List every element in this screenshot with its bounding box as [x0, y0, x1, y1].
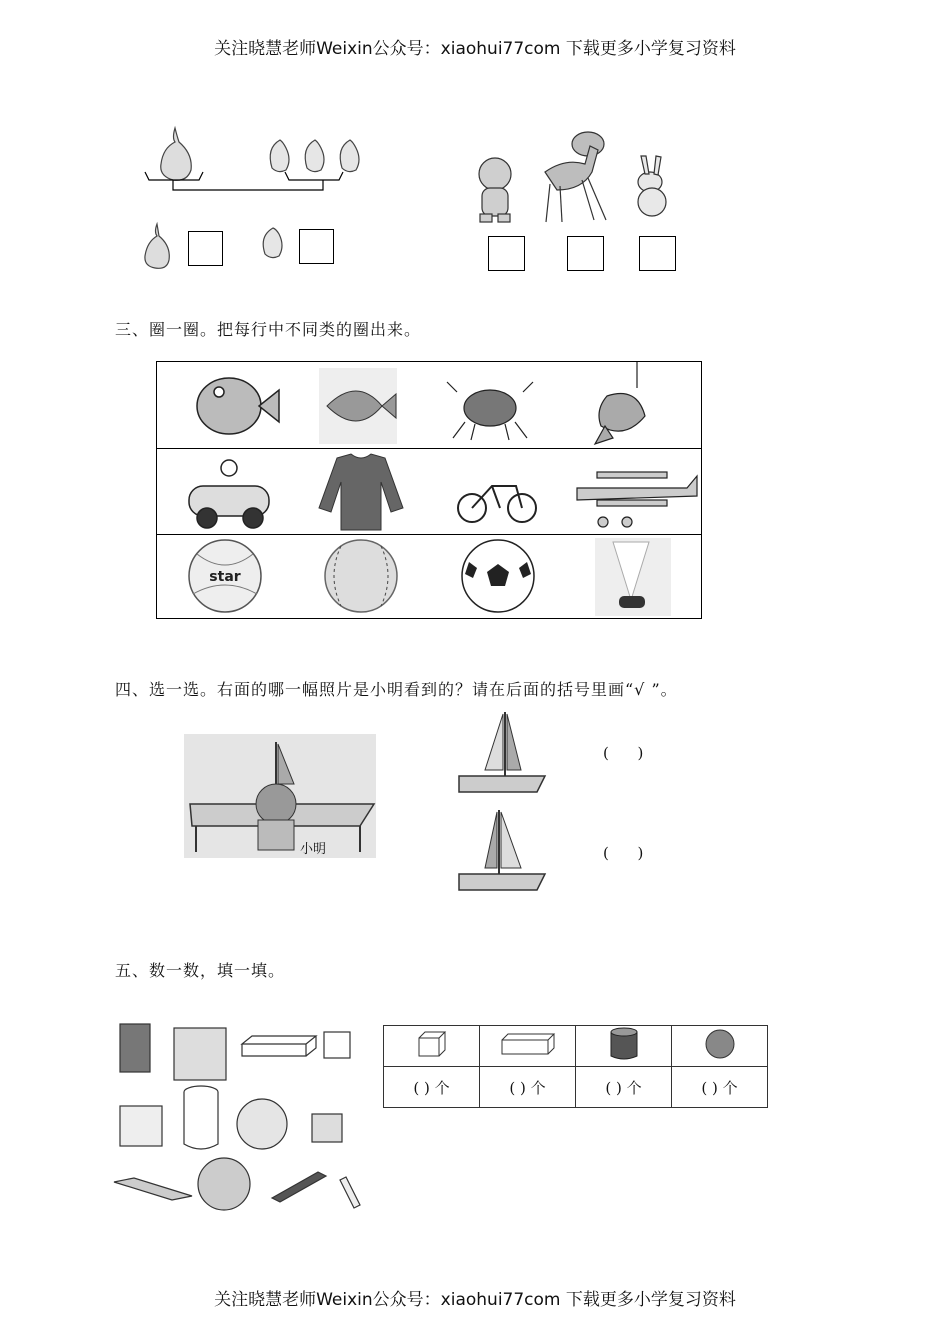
cartoon-fish-icon[interactable]: [595, 362, 645, 444]
fruit-grouping-figure: [135, 120, 385, 280]
bear-icon: [479, 158, 511, 222]
cuboid-flat-icon: [242, 1036, 316, 1056]
classification-grid: [156, 361, 702, 619]
solid-shapes-figure: [112, 1018, 372, 1223]
cube-count-cell[interactable]: ( ) 个: [384, 1067, 480, 1108]
cuboid-count-cell[interactable]: ( ) 个: [480, 1067, 576, 1108]
section-5-title: 五、数一数，填一填。: [115, 961, 286, 980]
cylinder-header-cell: [576, 1026, 672, 1067]
boat-photo-option-2: [455, 808, 550, 896]
cube-large-icon: [174, 1028, 226, 1080]
cube-icon: [415, 1030, 449, 1058]
count-table: [383, 1025, 768, 1108]
answer-box-pear[interactable]: [188, 231, 223, 266]
animals-figure: [470, 122, 685, 232]
sphere-icon: [703, 1027, 737, 1061]
rabbit-icon: [638, 156, 666, 216]
xiaoming-picture: [184, 734, 376, 858]
cube-header-cell: [384, 1026, 480, 1067]
cylinder-thin-icon: [340, 1177, 360, 1208]
grid-row-vehicles: [157, 448, 701, 535]
answer-paren-1[interactable]: ( ): [603, 744, 644, 762]
baseball-icon[interactable]: [325, 540, 397, 612]
bicycle-icon[interactable]: [458, 486, 536, 522]
svg-text:star: star: [209, 569, 241, 585]
fish-photo-icon[interactable]: [319, 368, 397, 444]
cube-tiny-icon: [312, 1114, 342, 1142]
pear-icon: [161, 128, 192, 180]
section-4-title: 四、选一选。右面的哪一幅照片是小明看到的？请在后面的括号里画“√ ”。: [115, 680, 678, 699]
toy-car-icon[interactable]: [189, 460, 269, 528]
shuttlecock-icon[interactable]: [595, 538, 671, 616]
answer-box-rabbit[interactable]: [639, 236, 676, 271]
sphere-header-cell: [672, 1026, 768, 1067]
answer-paren-2[interactable]: ( ): [603, 844, 644, 862]
cube-small-icon: [324, 1032, 350, 1058]
xiaoming-label: 小明: [300, 842, 327, 857]
page-header: 关注晓慧老师Weixin公众号：xiaohui77com 下载更多小学复习资料: [214, 39, 736, 59]
long-sleeve-shirt-icon[interactable]: [319, 454, 403, 530]
cuboid-header-cell: [480, 1026, 576, 1067]
sphere-count-cell[interactable]: ( ) 个: [672, 1067, 768, 1108]
cylinder-icon: [607, 1026, 641, 1062]
cylinder-count-cell[interactable]: ( ) 个: [576, 1067, 672, 1108]
cuboid-board-icon: [114, 1178, 192, 1200]
cube-medium-icon: [120, 1106, 162, 1146]
crab-icon[interactable]: [447, 382, 533, 440]
deer-icon: [545, 132, 606, 222]
fish-cartoon-icon[interactable]: [197, 378, 279, 434]
volleyball-icon[interactable]: [189, 540, 261, 612]
boat-photo-option-1: [455, 710, 550, 798]
answer-box-bear[interactable]: [488, 236, 525, 271]
peach-icons: [270, 140, 359, 172]
airplane-icon[interactable]: [577, 472, 697, 527]
answer-box-deer[interactable]: [567, 236, 604, 271]
cuboid-icon: [498, 1030, 558, 1058]
section-3-title: 三、圈一圈。把每行中不同类的圈出来。: [115, 320, 422, 339]
page-footer: 关注晓慧老师Weixin公众号：xiaohui77com 下载更多小学复习资料: [214, 1290, 736, 1310]
soccer-ball-icon[interactable]: [462, 540, 534, 612]
grid-row-balls: [157, 534, 701, 618]
cuboid-bar-icon: [272, 1172, 326, 1202]
grid-row-sea-animals: [157, 362, 701, 449]
answer-box-peach[interactable]: [299, 229, 334, 264]
sphere-large-icon: [198, 1158, 250, 1210]
cuboid-tall-icon: [120, 1024, 150, 1072]
sphere-icon: [237, 1099, 287, 1149]
